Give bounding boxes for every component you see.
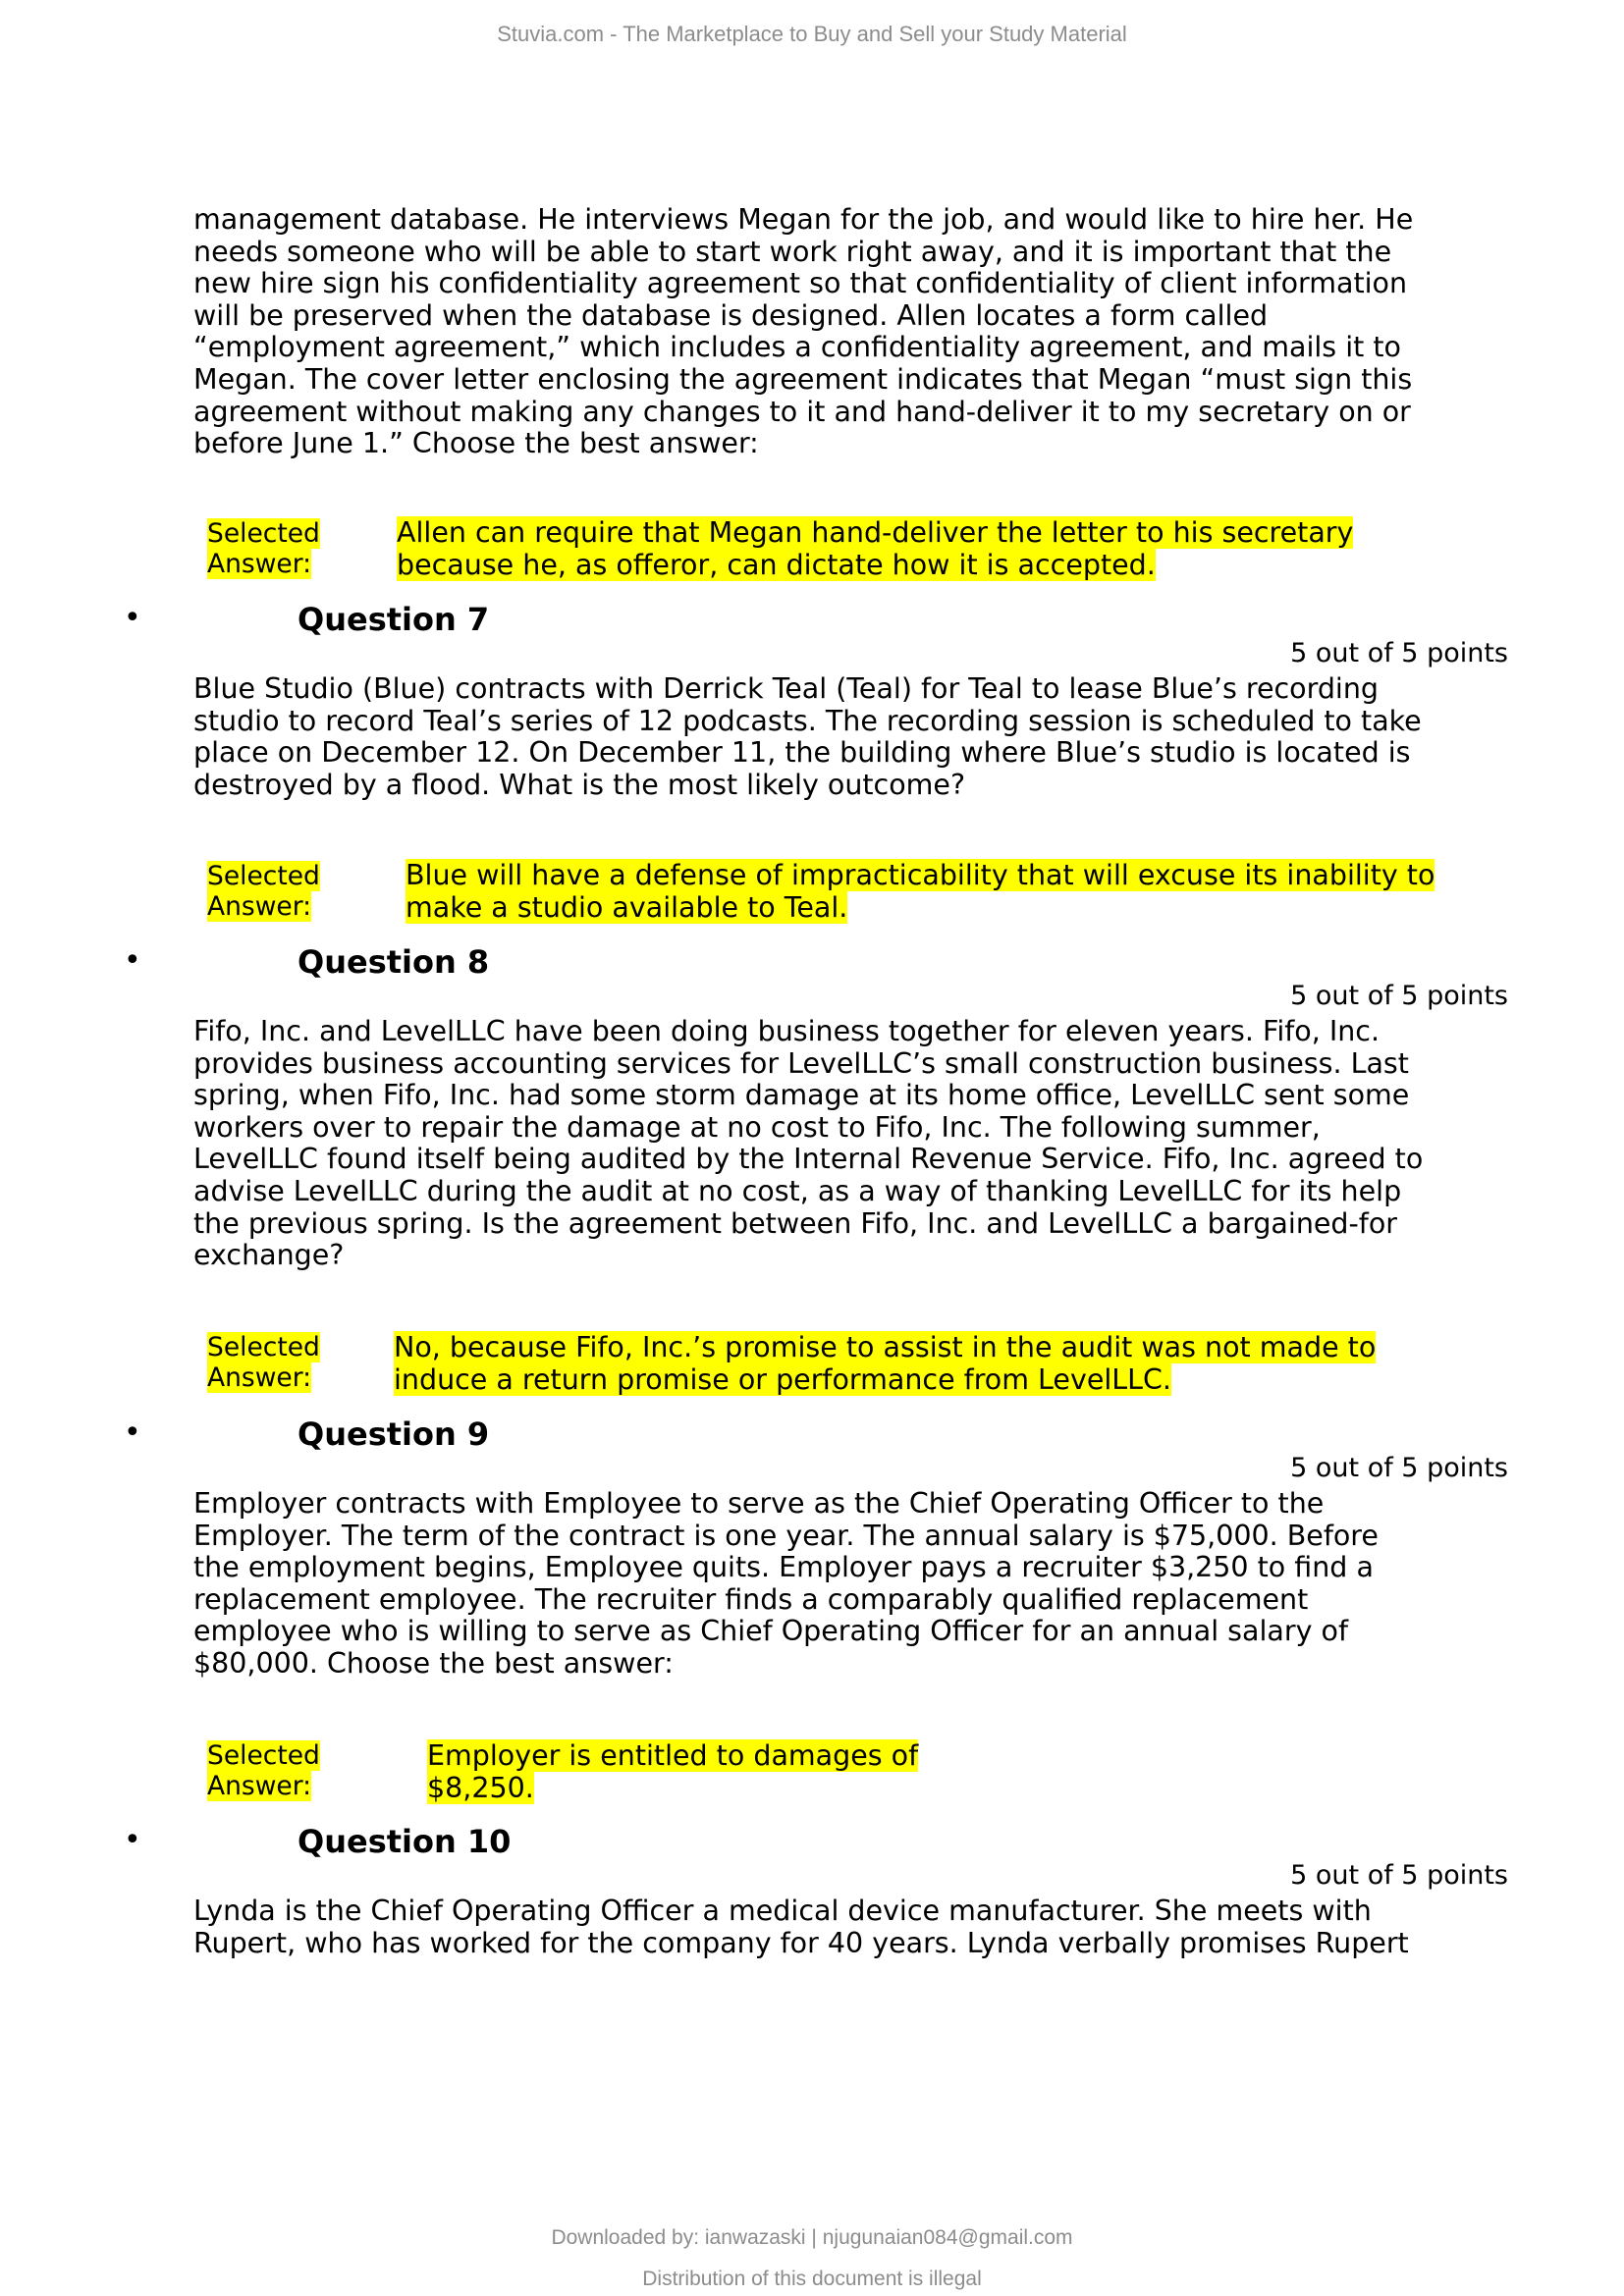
- bullet-icon: •: [124, 601, 141, 635]
- question-7-text: Blue Studio (Blue) contracts with Derrick Teal (Teal) for Teal to lease Blue’s recording studio to record Teal’s series of 12 podcasts. The recording session is scheduled to take place on December 12. On December 11, the building where Blue’s studio is located is destroyed by a flood. What is the most likely outcome?: [193, 672, 1422, 801]
- selected-answer-label-6: Selected Answer:: [207, 518, 320, 579]
- footer-distribution-notice: Distribution of this document is illegal: [642, 2268, 982, 2290]
- question-9-text: Employer contracts with Employee to serve as the Chief Operating Officer to the Employer. The term of the contract is one year. The annual salary is $75,000. Before the employment begins, Employee quits. Employer pays a recruiter $3,250 to find a replacement employee. The recruiter finds a comparably qualified replacement employee who is willing to serve as Chief Operating Officer for an annual salary of $80,000. Choose the best answer:: [193, 1487, 1379, 1680]
- question-8-title: Question 8: [298, 943, 490, 981]
- question-10-text: Lynda is the Chief Operating Officer a medical device manufacturer. She meets with Rupert, who has worked for the company for 40 years. Lynda verbally promises Rupert: [193, 1895, 1409, 1959]
- selected-answer-label-9: Selected Answer:: [207, 1740, 320, 1801]
- question-9-points: 5 out of 5 points: [1290, 1453, 1508, 1483]
- selected-answer-label-7: Selected Answer:: [207, 861, 320, 922]
- selected-answer-8: No, because Fifo, Inc.’s promise to assist in the audit was not made to induce a return promise or performance from LevelLLC.: [394, 1331, 1377, 1396]
- question-10-title: Question 10: [298, 1823, 512, 1860]
- selected-answer-9: Employer is entitled to damages of $8,250.: [427, 1739, 919, 1804]
- bullet-icon: •: [124, 943, 141, 978]
- question-7-points: 5 out of 5 points: [1290, 638, 1508, 668]
- bullet-icon: •: [124, 1823, 141, 1857]
- question-8-points: 5 out of 5 points: [1290, 981, 1508, 1011]
- question-9-title: Question 9: [298, 1415, 490, 1453]
- selected-answer-7: Blue will have a defense of impracticability that will excuse its inability to make a studio available to Teal.: [406, 859, 1435, 924]
- selected-answer-6: Allen can require that Megan hand-deliver the letter to his secretary because he, as offeror, can dictate how it is accepted.: [397, 516, 1354, 581]
- question-8-text: Fifo, Inc. and LevelLLC have been doing business together for eleven years. Fifo, Inc. provides business accounting services for LevelLLC’s small construction business. Last spring, when Fifo, Inc. had some storm damage at its home office, LevelLLC sent some workers over to repair the damage at no cost to Fifo, Inc. The following summer, LevelLLC found itself being audited by the Internal Revenue Service. Fifo, Inc. agreed to advise LevelLLC during the audit at no cost, as a way of thanking LevelLLC for its help the previous spring. Is the agreement between Fifo, Inc. and LevelLLC a bargained-for exchange?: [193, 1015, 1424, 1272]
- footer-download-info: Downloaded by: ianwazaski | njugunaian084@gmail.com: [551, 2226, 1073, 2249]
- selected-answer-label-8: Selected Answer:: [207, 1332, 320, 1393]
- question-7-title: Question 7: [298, 601, 490, 638]
- bullet-icon: •: [124, 1415, 141, 1450]
- page-header: Stuvia.com - The Marketplace to Buy and Sell your Study Material: [497, 22, 1127, 46]
- question-6-text: management database. He interviews Megan for the job, and would like to hire her. He needs someone who will be able to start work right away, and it is important that the new hire sign his confidentiality agreement so that confidentiality of client information will be preserved when the database is designed. Allen locates a form called “employment agreement,” which includes a confidentiality agreement, and mails it to Megan. The cover letter enclosing the agreement indicates that Megan “must sign this agreement without making any changes to it and hand-deliver it to my secretary on or before June 1.” Choose the best answer:: [193, 203, 1414, 460]
- question-10-points: 5 out of 5 points: [1290, 1860, 1508, 1891]
